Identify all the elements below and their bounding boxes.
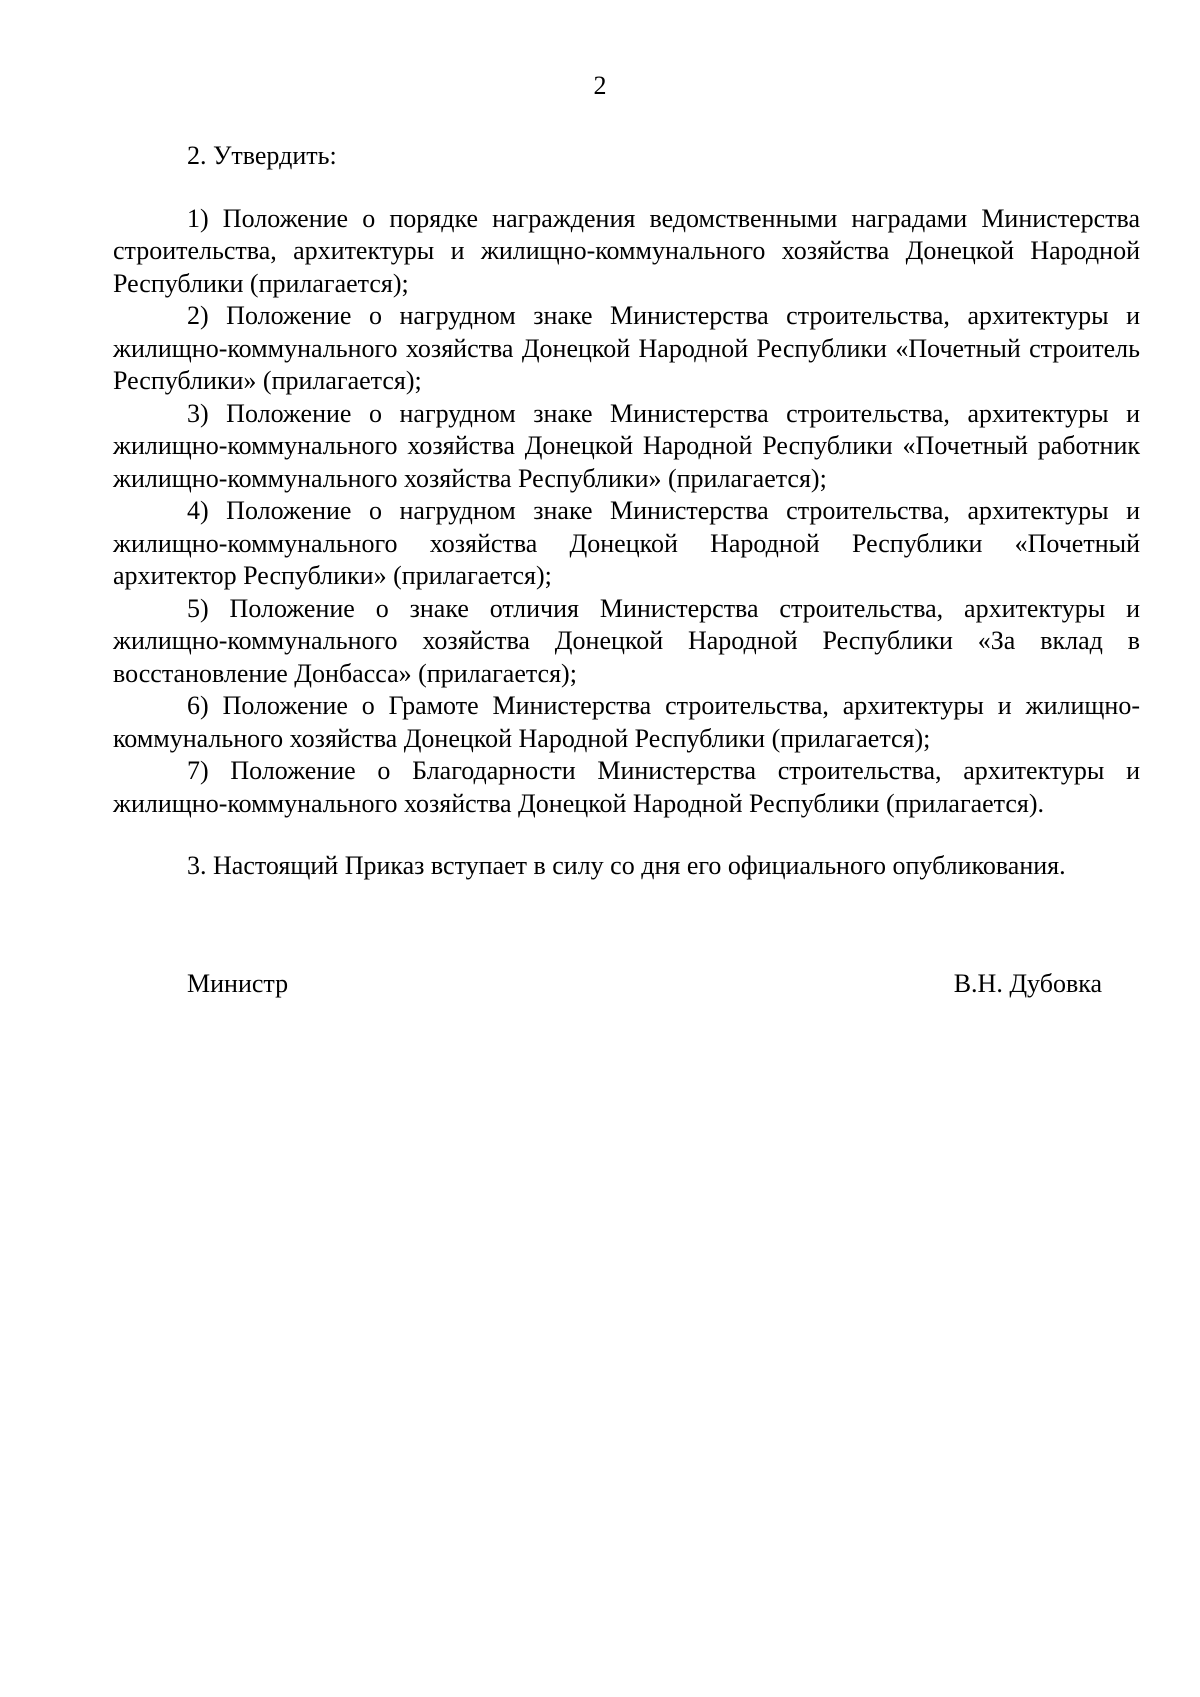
page-number: 2 — [593, 71, 607, 100]
document-body — [113, 140, 1140, 883]
list-item: 3) Положение о нагрудном знаке Министерства строительства, архитектуры и жилищно-коммунального хозяйства Донецкой Народной Республики «Почетный работник жилищно-коммунального хозяйства Республики» (прилагается); — [113, 398, 1140, 493]
list-item: 6) Положение о Грамоте Министерства строительства, архитектуры и жилищно-коммунального хозяйства Донецкой Народной Республики (прилагается); — [113, 691, 1140, 753]
list-item: 1) Положение о порядке награждения ведомственными наградами Министерства строительства, архитектуры и жилищно-коммунального хозяйства Донецкой Народной Республики (прилагается); — [113, 203, 1140, 298]
effective-clause: 3. Настоящий Приказ вступает в силу со дня его официального опубликования. — [187, 851, 1066, 880]
approve-heading: 2. Утвердить: — [187, 141, 337, 170]
list-item: 2) Положение о нагрудном знаке Министерства строительства, архитектуры и жилищно-коммунального хозяйства Донецкой Народной Республики «Почетный строитель Республики» (прилагается); — [113, 301, 1140, 395]
list-item: 4) Положение о нагрудном знаке Министерства строительства, архитектуры и жилищно-коммунального хозяйства Донецкой Народной Республики «Почетный архитектор Республики» (прилагается); — [113, 496, 1140, 590]
list-item: 5) Положение о знаке отличия Министерства строительства, архитектуры и жилищно-коммунального хозяйства Донецкой Народной Республики «За вклад в восстановление Донбасса» (прилагается); — [113, 593, 1140, 688]
signatory-name: В.Н. Дубовка — [953, 969, 1102, 998]
signature-block — [187, 968, 1102, 1001]
list-item: 7) Положение о Благодарности Министерства строительства, архитектуры и жилищно-коммунального хозяйства Донецкой Народной Республики (прилагается). — [113, 756, 1140, 818]
signatory-position: Министр — [187, 969, 289, 998]
